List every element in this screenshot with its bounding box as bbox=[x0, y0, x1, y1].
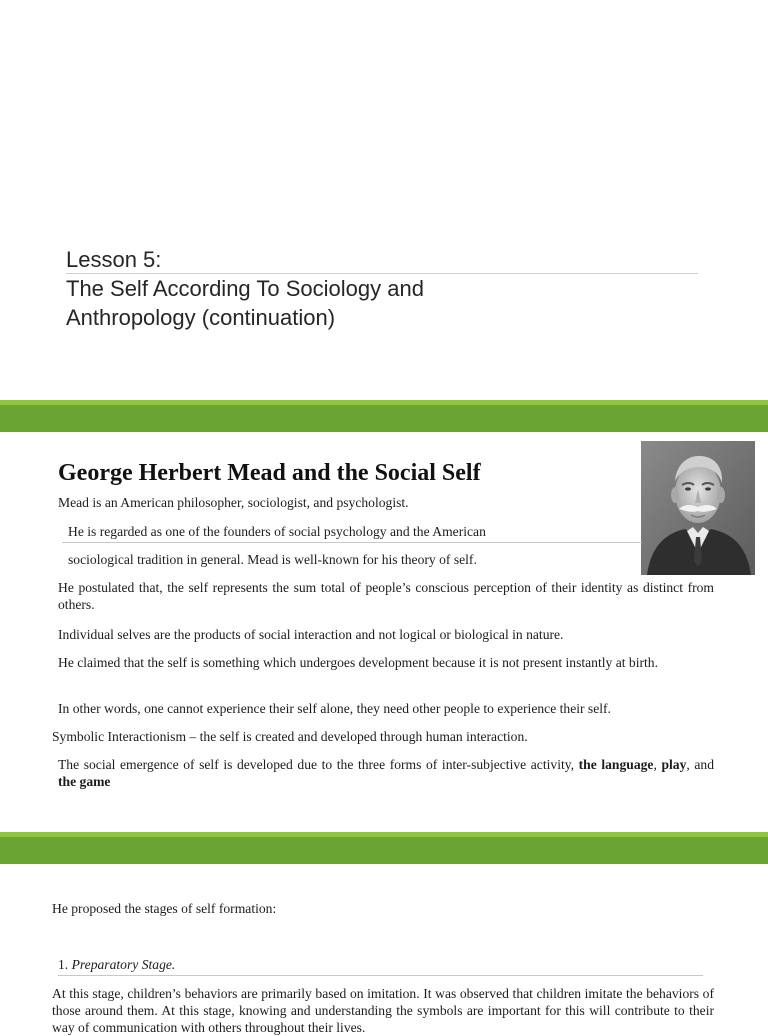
paragraph-other-words: In other words, one cannot experience their self alone, they need other people to experience their self. bbox=[58, 701, 611, 716]
paragraph-emergence bbox=[58, 756, 714, 790]
paragraph-individual: Individual selves are the products of social interaction and not logical or biological in nature. bbox=[58, 627, 564, 642]
slide-separator-band bbox=[0, 832, 768, 864]
emergence-text: The social emergence of self is developed due to the three forms of inter-subjective activity, bbox=[58, 757, 579, 772]
paragraph-stage-description: At this stage, children’s behaviors are primarily based on imitation. It was observed that children imitate the behaviors of those around them. At this stage, knowing and understanding the symbols are important for this will contribute to their way of communication with others throughout their lives. bbox=[52, 986, 714, 1035]
emphasis-language: the language bbox=[578, 757, 654, 772]
stage-heading bbox=[58, 956, 658, 973]
title-divider bbox=[66, 273, 698, 274]
separator: , and bbox=[686, 757, 714, 772]
stage-number: 1. bbox=[58, 957, 72, 972]
paragraph-intro: Mead is an American philosopher, sociologist, and psychologist. bbox=[58, 495, 409, 510]
paragraph-tradition: sociological tradition in general. Mead is well-known for his theory of self. bbox=[68, 552, 477, 567]
section-heading: George Herbert Mead and the Social Self bbox=[58, 460, 481, 486]
stage-name: Preparatory Stage. bbox=[71, 957, 176, 972]
paragraph-regarded: He is regarded as one of the founders of social psychology and the American bbox=[68, 524, 486, 539]
lesson-title-line-2: Anthropology (continuation) bbox=[66, 305, 336, 330]
slide-separator-band bbox=[0, 400, 768, 432]
paragraph-claimed: He claimed that the self is something which undergoes development because it is not present instantly at birth. bbox=[58, 655, 658, 670]
lesson-number: Lesson 5: bbox=[66, 247, 162, 272]
portrait-photo bbox=[641, 441, 755, 575]
paragraph-postulated: He postulated that, the self represents the sum total of people’s conscious perception of their identity as distinct from others. bbox=[58, 580, 714, 612]
paragraph-symbolic: Symbolic Interactionism – the self is created and developed through human interaction. bbox=[52, 729, 528, 744]
emphasis-play: play bbox=[661, 757, 687, 772]
paragraph-stages: He proposed the stages of self formation: bbox=[52, 901, 277, 916]
lesson-title-line-1: The Self According To Sociology and bbox=[66, 276, 424, 301]
text-divider bbox=[62, 542, 642, 543]
separator: , bbox=[653, 757, 662, 772]
lesson-title-block bbox=[66, 246, 706, 332]
emphasis-game: the game bbox=[58, 774, 111, 789]
stage-divider bbox=[58, 975, 703, 976]
